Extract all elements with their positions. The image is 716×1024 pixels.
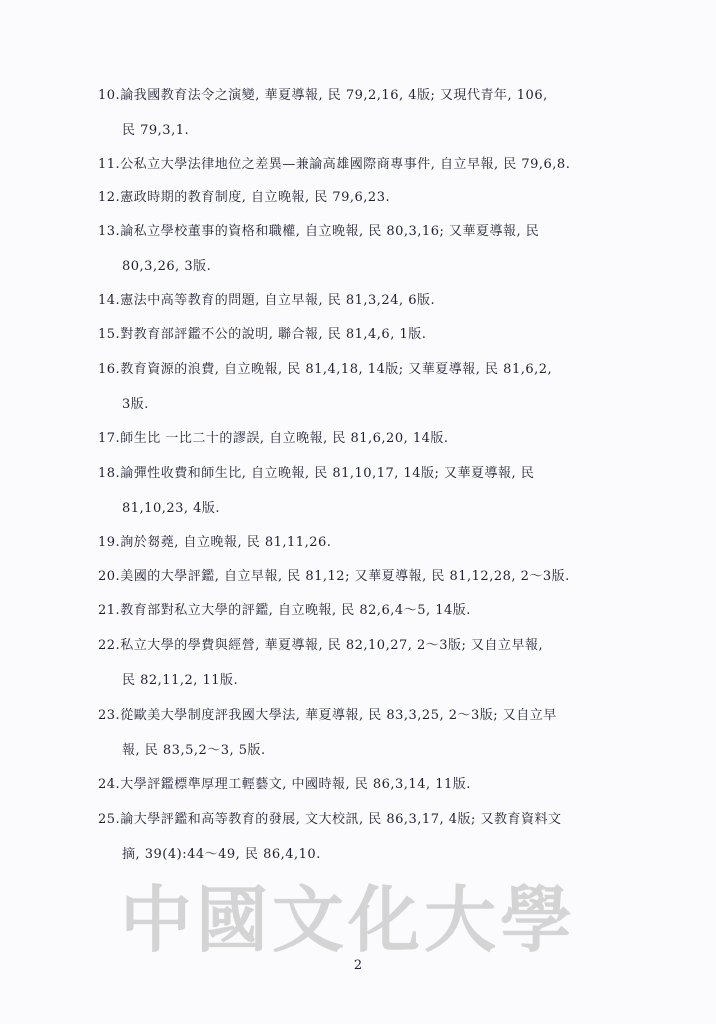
item-number: 23.	[98, 708, 121, 723]
list-item	[98, 456, 623, 526]
list-item	[98, 768, 623, 802]
item-text: 對教育部評鑑不公的說明, 聯合報, 民 81,4,6, 1版.	[120, 327, 427, 342]
item-text: 論大學評鑑和高等教育的發展, 文大校訊, 民 86,3,17, 4版; 又教育資料文	[120, 812, 562, 827]
item-text: 公私立大學法律地位之差異—兼論高雄國際商專事件, 自立早報, 民 79,6,8.	[120, 157, 571, 172]
item-number: 15.	[98, 327, 121, 342]
item-number: 12.	[98, 190, 121, 205]
list-item	[98, 698, 623, 768]
item-text: 論私立學校董事的資格和職權, 自立晚報, 民 80,3,16; 又華夏導報, 民	[120, 224, 540, 239]
item-number: 18.	[98, 466, 121, 481]
item-number: 10.	[98, 88, 121, 103]
list-item	[98, 78, 623, 148]
item-number: 11.	[98, 157, 121, 172]
item-text: 師生比 一比二十的謬誤, 自立晚報, 民 81,6,20, 14版.	[120, 431, 449, 446]
list-item	[98, 352, 623, 422]
item-text-continued: 民 79,3,1.	[122, 123, 190, 138]
item-text: 論我國教育法令之演變, 華夏導報, 民 79,2,16, 4版; 又現代青年, 106,	[120, 88, 548, 103]
item-number: 24.	[98, 777, 121, 792]
list-item	[98, 148, 623, 181]
item-number: 22.	[98, 638, 121, 653]
item-text: 從歐美大學制度評我國大學法, 華夏導報, 民 83,3,25, 2～3版; 又自立早	[120, 708, 557, 723]
item-number: 14.	[98, 293, 121, 308]
bibliography-list	[98, 78, 623, 872]
university-watermark: 中國文化大學	[120, 878, 577, 962]
list-item	[98, 318, 623, 352]
item-text: 教育部對私立大學的評鑑, 自立晚報, 民 82,6,4～5, 14版.	[120, 603, 471, 618]
list-item	[98, 284, 623, 318]
item-text: 教育資源的浪費, 自立晚報, 民 81,4,18, 14版; 又華夏導報, 民 81,6,2,	[120, 362, 553, 377]
item-number: 16.	[98, 362, 121, 377]
list-item	[98, 181, 623, 214]
item-text: 大學評鑑標準厚理工輕藝文, 中國時報, 民 86,3,14, 11版.	[120, 777, 471, 792]
item-text: 論彈性收費和師生比, 自立晚報, 民 81,10,17, 14版; 又華夏導報, 民	[120, 466, 535, 481]
item-text-continued: 摘, 39(4):44～49, 民 86,4,10.	[122, 847, 321, 862]
item-number: 21.	[98, 603, 121, 618]
item-number: 25.	[98, 812, 121, 827]
item-number: 13.	[98, 224, 121, 239]
list-item	[98, 422, 623, 456]
item-text-continued: 民 82,11,2, 11版.	[122, 673, 239, 688]
item-text: 私立大學的學費與經營, 華夏導報, 民 82,10,27, 2～3版; 又自立早報,	[120, 638, 544, 653]
list-item	[98, 628, 623, 698]
item-text: 憲政時期的教育制度, 自立晚報, 民 79,6,23.	[120, 190, 391, 205]
item-text: 美國的大學評鑑, 自立早報, 民 81,12; 又華夏導報, 民 81,12,28, 2～3版.	[120, 569, 570, 584]
item-text-continued: 80,3,26, 3版.	[122, 259, 212, 274]
item-text: 詢於芻蕘, 自立晚報, 民 81,11,26.	[120, 535, 332, 550]
item-number: 17.	[98, 431, 121, 446]
item-text-continued: 3版.	[122, 397, 149, 412]
list-item	[98, 214, 623, 284]
item-text-continued: 81,10,23, 4版.	[122, 501, 221, 516]
list-item	[98, 526, 623, 560]
list-item	[98, 594, 623, 628]
item-text: 憲法中高等教育的問題, 自立早報, 民 81,3,24, 6版.	[120, 293, 436, 308]
item-number: 20.	[98, 569, 121, 584]
item-number: 19.	[98, 535, 121, 550]
item-text-continued: 報, 民 83,5,2～3, 5版.	[122, 743, 266, 758]
page-number: 2	[353, 958, 363, 973]
list-item	[98, 560, 623, 594]
